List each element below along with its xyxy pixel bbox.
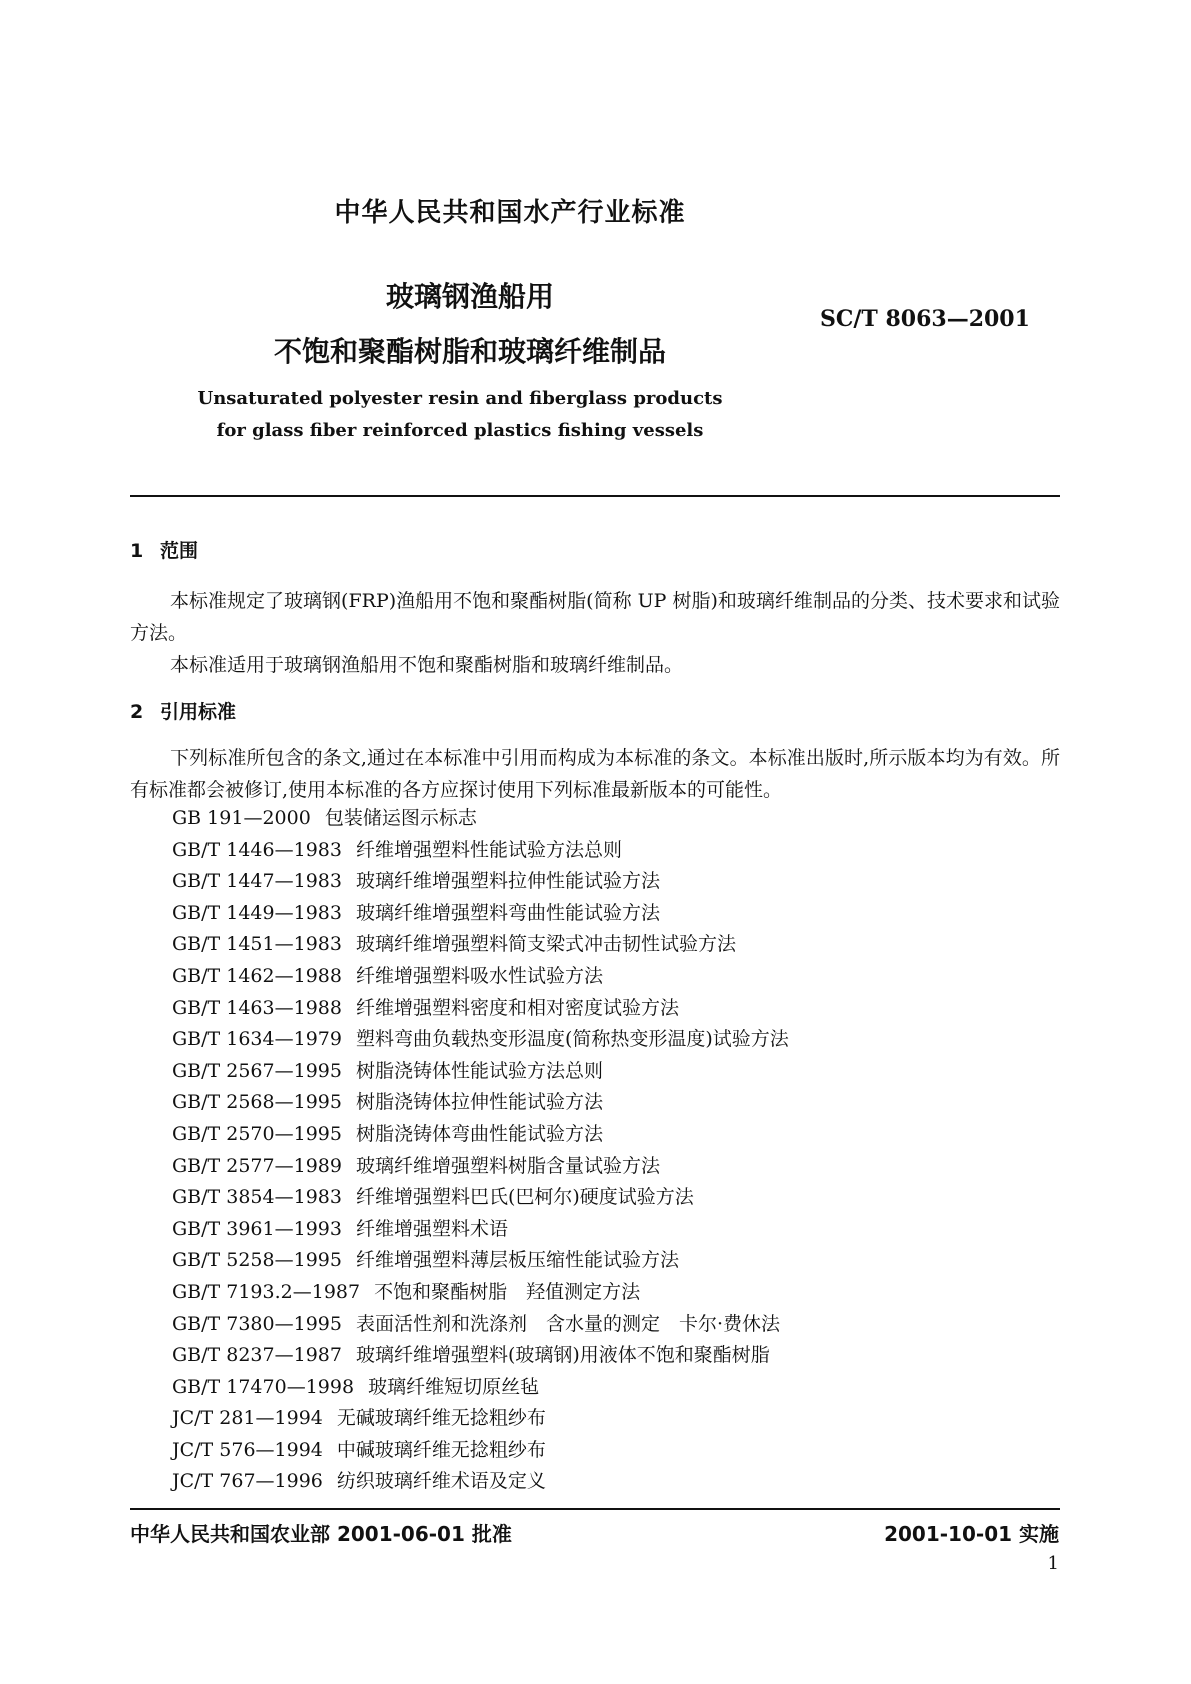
normative-references-list xyxy=(172,803,789,1498)
section-2-number: 2 xyxy=(130,701,144,723)
section-1-para-2-text: 本标准适用于玻璃钢渔船用不饱和聚酯树脂和玻璃纤维制品。 xyxy=(170,654,684,676)
reference-code: GB/T 1462—1988 xyxy=(172,964,342,987)
reference-item xyxy=(172,993,789,1025)
document-title-line-2: 不饱和聚酯树脂和玻璃纤维制品 xyxy=(273,335,666,368)
issuing-authority: 中华人民共和国水产行业标准 xyxy=(334,198,686,228)
reference-item xyxy=(172,1214,789,1246)
effective-date: 2001-10-01 实施 xyxy=(884,1522,1059,1546)
reference-title: 纤维增强塑料巴氏(巴柯尔)硬度试验方法 xyxy=(355,1186,694,1209)
reference-code: GB/T 2567—1995 xyxy=(172,1059,342,1082)
reference-code: GB/T 1451—1983 xyxy=(172,933,342,956)
reference-item xyxy=(172,835,789,867)
reference-code: GB/T 1447—1983 xyxy=(172,870,342,893)
reference-title: 表面活性剂和洗涤剂 含水量的测定 卡尔·费休法 xyxy=(355,1312,781,1335)
reference-title: 塑料弯曲负载热变形温度(简称热变形温度)试验方法 xyxy=(355,1028,789,1051)
reference-title: 玻璃纤维短切原丝毡 xyxy=(368,1375,540,1398)
reference-item xyxy=(172,1151,789,1183)
reference-code: GB/T 8237—1987 xyxy=(172,1344,342,1367)
reference-code: GB/T 2568—1995 xyxy=(172,1091,342,1114)
reference-code: GB/T 1634—1979 xyxy=(172,1028,342,1051)
reference-title: 树脂浇铸体拉伸性能试验方法 xyxy=(355,1091,603,1114)
reference-code: JC/T 576—1994 xyxy=(172,1438,323,1461)
reference-item xyxy=(172,1087,789,1119)
reference-code: JC/T 767—1996 xyxy=(172,1470,323,1493)
reference-code: GB/T 3854—1983 xyxy=(172,1186,342,1209)
reference-code: GB/T 1449—1983 xyxy=(172,901,342,924)
section-1-paragraph-1 xyxy=(130,585,1060,649)
reference-title: 纤维增强塑料性能试验方法总则 xyxy=(355,838,622,861)
reference-title: 纤维增强塑料密度和相对密度试验方法 xyxy=(355,996,679,1019)
reference-item xyxy=(172,1119,789,1151)
reference-code: GB/T 3961—1993 xyxy=(172,1217,342,1240)
page-number: 1 xyxy=(1047,1553,1059,1574)
reference-title: 纤维增强塑料术语 xyxy=(355,1217,508,1240)
reference-title: 无碱玻璃纤维无捻粗纱布 xyxy=(336,1407,546,1430)
standard-number: SC/T 8063—2001 xyxy=(820,306,1030,332)
reference-item xyxy=(172,1340,789,1372)
reference-title: 纺织玻璃纤维术语及定义 xyxy=(336,1470,546,1493)
footer-divider xyxy=(130,1508,1060,1510)
reference-title: 纤维增强塑料吸水性试验方法 xyxy=(355,964,603,987)
reference-item xyxy=(172,1372,789,1404)
reference-item xyxy=(172,1182,789,1214)
reference-code: GB/T 7193.2—1987 xyxy=(172,1280,361,1303)
reference-code: GB/T 5258—1995 xyxy=(172,1249,342,1272)
section-1-heading xyxy=(130,536,198,563)
english-title-line-1: Unsaturated polyester resin and fiberglass products xyxy=(197,388,723,409)
reference-title: 纤维增强塑料薄层板压缩性能试验方法 xyxy=(355,1249,679,1272)
section-1-para-1-text: 本标准规定了玻璃钢(FRP)渔船用不饱和聚酯树脂(简称 UP 树脂)和玻璃纤维制品的分类、技术要求和试验方法。 xyxy=(130,590,1060,644)
header-divider xyxy=(130,495,1060,497)
reference-item xyxy=(172,1435,789,1467)
section-2-heading xyxy=(130,697,236,724)
reference-item xyxy=(172,866,789,898)
section-1-paragraph-2 xyxy=(130,649,1060,681)
reference-item xyxy=(172,961,789,993)
reference-item xyxy=(172,1309,789,1341)
reference-item xyxy=(172,929,789,961)
reference-title: 中碱玻璃纤维无捻粗纱布 xyxy=(336,1438,546,1461)
reference-title: 包装储运图示标志 xyxy=(324,807,477,829)
reference-code: JC/T 281—1994 xyxy=(172,1407,323,1430)
reference-item xyxy=(172,1056,789,1088)
reference-item xyxy=(172,898,789,930)
reference-code: GB/T 2577—1989 xyxy=(172,1154,342,1177)
section-2-title: 引用标准 xyxy=(160,701,237,723)
section-2-intro xyxy=(130,742,1060,806)
reference-title: 玻璃纤维增强塑料树脂含量试验方法 xyxy=(355,1154,660,1177)
reference-title: 玻璃纤维增强塑料(玻璃钢)用液体不饱和聚酯树脂 xyxy=(355,1344,770,1367)
english-title-line-2: for glass fiber reinforced plastics fishing vessels xyxy=(216,420,704,441)
document-title-line-1: 玻璃钢渔船用 xyxy=(385,280,554,313)
reference-item xyxy=(172,803,789,835)
reference-code: GB/T 1463—1988 xyxy=(172,996,342,1019)
reference-code: GB 191—2000 xyxy=(172,807,311,829)
reference-title: 不饱和聚酯树脂 羟值测定方法 xyxy=(374,1280,641,1303)
reference-code: GB/T 2570—1995 xyxy=(172,1122,342,1145)
reference-code: GB/T 17470—1998 xyxy=(172,1375,355,1398)
section-1-number: 1 xyxy=(130,540,144,562)
reference-item xyxy=(172,1277,789,1309)
reference-title: 树脂浇铸体弯曲性能试验方法 xyxy=(355,1122,603,1145)
reference-title: 玻璃纤维增强塑料弯曲性能试验方法 xyxy=(355,901,660,924)
section-2-intro-text: 下列标准所包含的条文,通过在本标准中引用而构成为本标准的条文。本标准出版时,所示版本均为有效。所有标准都会被修订,使用本标准的各方应探讨使用下列标准最新版本的可能性。 xyxy=(130,747,1060,801)
section-1-title: 范围 xyxy=(160,540,199,562)
reference-item xyxy=(172,1245,789,1277)
reference-item xyxy=(172,1403,789,1435)
reference-title: 树脂浇铸体性能试验方法总则 xyxy=(355,1059,603,1082)
approval-statement: 中华人民共和国农业部 2001-06-01 批准 xyxy=(130,1522,512,1546)
reference-code: GB/T 7380—1995 xyxy=(172,1312,342,1335)
reference-item xyxy=(172,1466,789,1498)
reference-code: GB/T 1446—1983 xyxy=(172,838,342,861)
reference-title: 玻璃纤维增强塑料简支梁式冲击韧性试验方法 xyxy=(355,933,736,956)
reference-title: 玻璃纤维增强塑料拉伸性能试验方法 xyxy=(355,870,660,893)
reference-item xyxy=(172,1024,789,1056)
